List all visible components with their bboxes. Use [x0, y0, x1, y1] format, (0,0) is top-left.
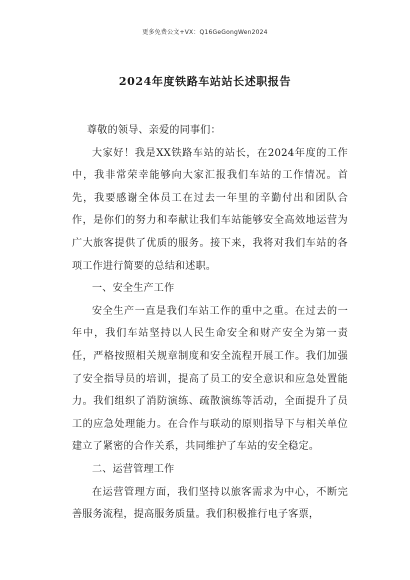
section-heading-safety: 一、安全生产工作: [92, 283, 175, 295]
header-note: 更多免费公文+VX：Q16GeGongWen2024: [142, 29, 268, 36]
document-title: 2024年度铁路车站站长述职报告: [118, 75, 292, 88]
paragraph-operations: 在运营管理方面，我们坚持以旅客需求为中心，不断完善服务流程，提高服务质量。我们积极推行电子客票，: [72, 486, 348, 521]
paragraph-intro: 大家好！我是XX铁路车站的站长，在2024年度的工作中，我非常荣幸能够向大家汇报我们车站的工作情况。首先，我要感谢全体员工在过去一年里的辛勤付出和团队合作，是你们的努力和奉献让我们车站能够安全高效地运营为广大旅客提供了优质的服务。接下来，我将对我们车站的各项工作进行简要的总结和述职。: [72, 147, 348, 272]
salutation: 尊敬的领导、亲爱的同事们：: [87, 125, 221, 136]
paragraph-safety: 安全生产一直是我们车站工作的重中之重。在过去的一年中，我们车站坚持以人民生命安全和财产安全为第一责任，严格按照相关规章制度和安全流程开展工作。我们加强了安全指导员的培训，提高了员工的安全意识和应急处置能力。我们组织了消防演练、疏散演练等活动，全面提升了员工的应急处理能力。在合作与联动的原则指导下与相关单位建立了紧密的合作关系，共同维护了车站的安全稳定。: [72, 305, 348, 453]
section-heading-operations: 二、运营管理工作: [92, 463, 175, 475]
document-body: [72, 120, 348, 527]
